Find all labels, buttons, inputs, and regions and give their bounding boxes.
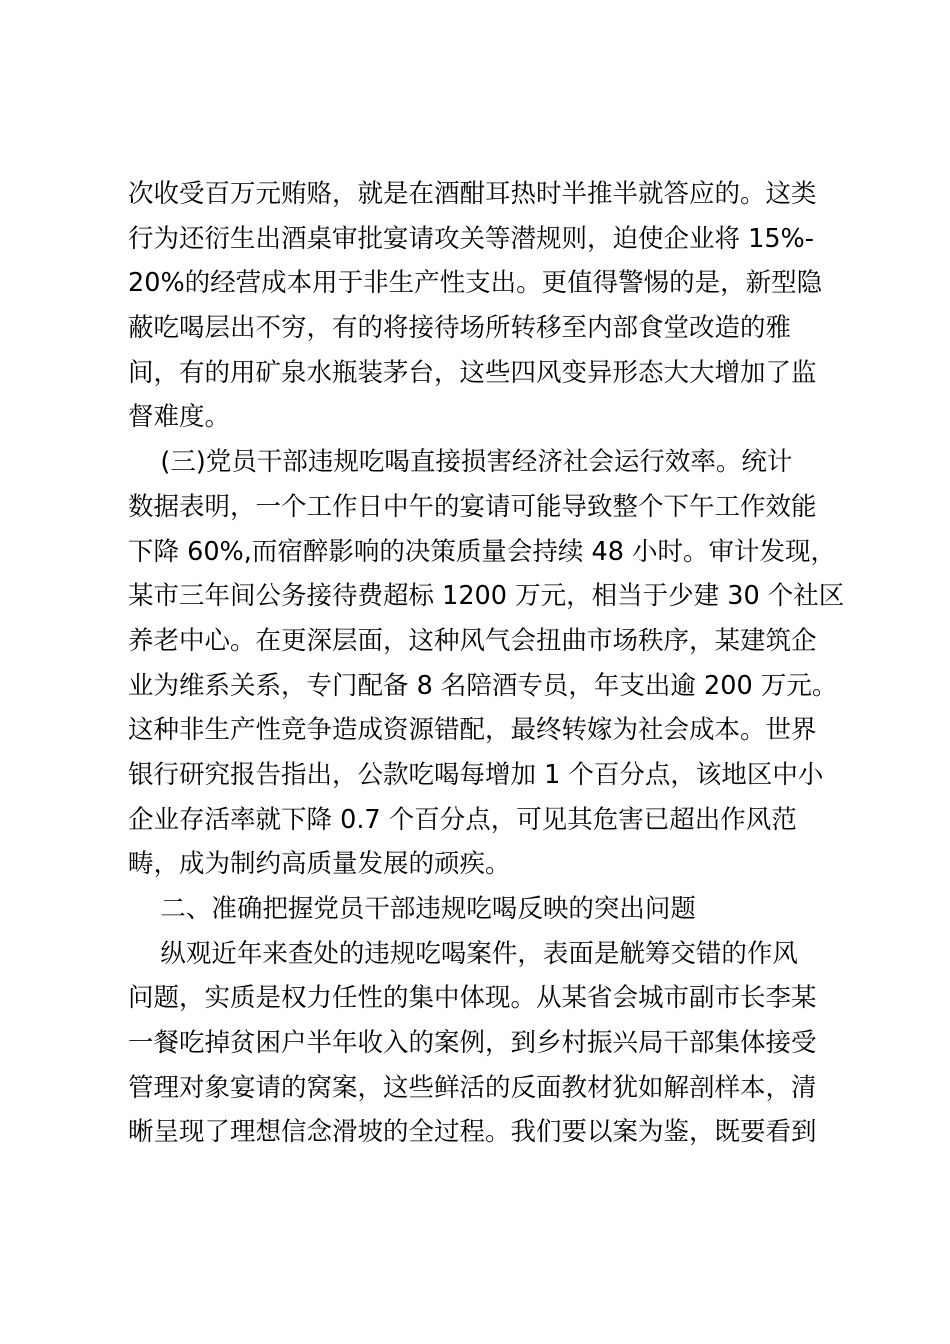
text-line: 银行研究报告指出，公款吃喝每增加 1 个百分点，该地区中小: [128, 759, 824, 790]
text-line: 畴，成为制约高质量发展的顽疾。: [128, 849, 511, 880]
text-line: 养老中心。在更深层面，这种风气会扭曲市场秩序，某建筑企: [128, 625, 817, 656]
text-line: 晰呈现了理想信念滑坡的全过程。我们要以案为鉴，既要看到: [128, 1117, 817, 1148]
text-line: 20%的经营成本用于非生产性支出。更值得警惕的是，新型隐: [128, 268, 823, 299]
text-line: 问题，实质是权力任性的集中体现。从某省会城市副市长李某: [128, 983, 817, 1014]
text-line: 行为还衍生出酒桌审批宴请攻关等潜规则，迫使企业将 15%-: [128, 223, 814, 254]
text-line: 下降 60%,而宿醉影响的决策质量会持续 48 小时。审计发现，: [128, 536, 837, 567]
text-line: 蔽吃喝层出不穷，有的将接待场所转移至内部食堂改造的雅: [128, 313, 792, 344]
text-line: 某市三年间公务接待费超标 1200 万元，相当于少建 30 个社区: [128, 581, 845, 612]
text-line: 督难度。: [128, 402, 231, 433]
text-line: 纵观近年来查处的违规吃喝案件，表面是觥筹交错的作风: [128, 938, 798, 969]
text-line: 这种非生产性竞争造成资源错配，最终转嫁为社会成本。世界: [128, 715, 817, 746]
chapter-heading-line: 二、准确把握党员干部违规吃喝反映的突出问题: [128, 894, 696, 924]
text-line: 企业存活率就下降 0.7 个百分点，可见其危害已超出作风范: [128, 804, 797, 835]
text-line: 管理对象宴请的窝案，这些鲜活的反面教材犹如解剖样本，清: [128, 1072, 817, 1103]
text-line: 次收受百万元贿赂，就是在酒酣耳热时半推半就答应的。这类: [128, 179, 817, 209]
body-text: [128, 172, 845, 1155]
section-heading-line: (三)党员干部违规吃喝直接损害经济社会运行效率。统计: [128, 447, 793, 478]
text-line: 间，有的用矿泉水瓶装茅台，这些四风变异形态大大增加了监: [128, 357, 817, 388]
text-line: 一餐吃掉贫困户半年收入的案例，到乡村振兴局干部集体接受: [128, 1028, 817, 1059]
text-line: 数据表明，一个工作日中午的宴请可能导致整个下午工作效能: [128, 491, 817, 522]
text-line: 业为维系关系，专门配备 8 名陪酒专员，年支出逾 200 万元。: [128, 670, 838, 701]
